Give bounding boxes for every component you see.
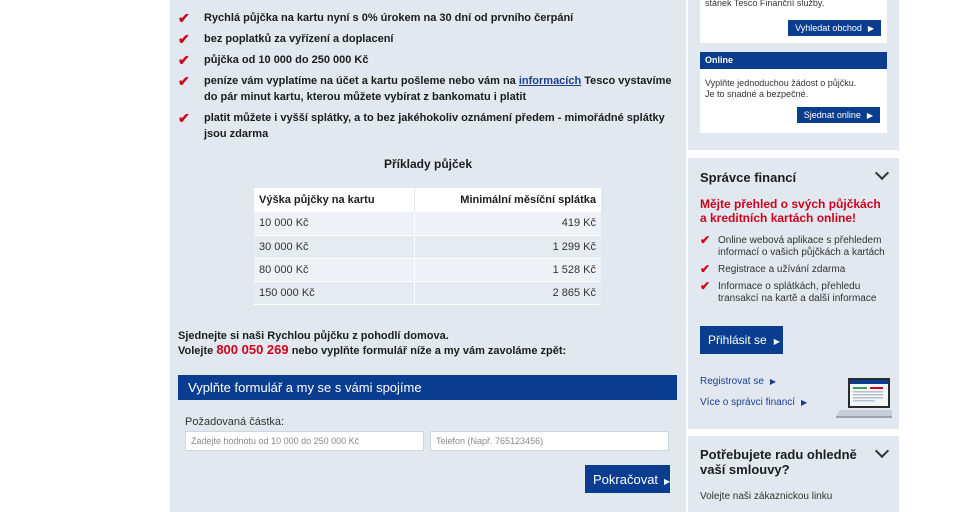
benefits-list xyxy=(178,10,678,147)
laptop-illustration xyxy=(836,376,892,426)
apply-online-button[interactable]: Sjednat online ▶ xyxy=(797,107,880,123)
advice-subtitle: Volejte naši zákaznickou linku xyxy=(700,491,833,502)
table-row xyxy=(254,281,601,304)
benefit-item: ✔ platit můžete i vyšší splátky, a to bez jakéhokoliv oznámení předem - mimořádné splátky jsou zdarma xyxy=(178,110,665,140)
advice-title: Potřebujete radu ohledně vaší smlouvy? xyxy=(700,447,857,477)
online-heading: Online xyxy=(700,52,887,69)
register-link[interactable]: Registrovat se ▶ xyxy=(700,376,777,387)
continue-button[interactable]: Pokračovat ▶ xyxy=(585,465,670,493)
list-item: ✔ Informace o splátkách, přehledu transakcí na kartě a další informace xyxy=(700,279,877,304)
phone-number[interactable]: 800 050 269 xyxy=(216,342,289,357)
main-content-panel xyxy=(170,0,686,512)
table-row xyxy=(254,235,601,258)
column-header: Výška půjčky na kartu xyxy=(254,188,415,212)
store-text: stánek Tesco Finanční služby. xyxy=(705,0,825,8)
arrow-right-icon: ▶ xyxy=(867,24,874,33)
monthly-payment-cell: 1 299 Kč xyxy=(415,235,601,258)
online-text: Vyplňte jednoduchou žádost o půjčku. Je to snadné a bezpečné. xyxy=(705,78,857,99)
arrow-right-icon: ▶ xyxy=(866,111,873,120)
finance-manager-panel xyxy=(688,158,899,429)
table-row xyxy=(254,212,601,235)
phone-input[interactable] xyxy=(430,431,669,451)
store-box xyxy=(700,0,887,43)
finance-manager-title: Správce financí xyxy=(700,170,797,185)
list-item: ✔ Online webová aplikace s přehledem informací o vašich půjčkách a kartách xyxy=(700,233,885,258)
information-link[interactable]: informacích xyxy=(518,75,582,87)
arrow-right-icon: ▶ xyxy=(773,337,780,346)
more-about-finance-manager-link[interactable]: Více o správci financí ▶ xyxy=(700,397,808,408)
finance-manager-promo: Mějte přehled o svých půjčkách a kreditních kartách online! xyxy=(700,197,881,225)
arrow-right-icon: ▶ xyxy=(769,377,777,386)
table-row xyxy=(254,258,601,281)
loan-examples-table xyxy=(254,188,601,305)
checkmark-icon: ✔ xyxy=(178,10,190,26)
login-button[interactable]: Přihlásit se ▶ xyxy=(700,326,783,354)
find-store-button[interactable]: Vyhledat obchod ▶ xyxy=(788,20,881,36)
table-header-row xyxy=(254,188,601,212)
checkmark-icon: ✔ xyxy=(178,31,190,47)
amount-input[interactable] xyxy=(185,431,424,451)
loan-amount-cell: 150 000 Kč xyxy=(254,281,415,304)
monthly-payment-cell: 419 Kč xyxy=(415,212,601,235)
column-header: Minimální měsíční splátka xyxy=(415,188,601,212)
store-online-panel xyxy=(688,0,899,150)
arrow-right-icon: ▶ xyxy=(664,476,671,486)
checkmark-icon: ✔ xyxy=(700,233,711,247)
checkmark-icon: ✔ xyxy=(178,110,190,126)
loan-amount-cell: 30 000 Kč xyxy=(254,235,415,258)
benefit-item: ✔ půjčka od 10 000 do 250 000 Kč xyxy=(178,52,369,68)
finance-manager-features xyxy=(700,235,892,310)
examples-title: Příklady půjček xyxy=(383,157,473,171)
advice-panel xyxy=(688,436,899,512)
list-item: ✔ Registrace a užívání zdarma xyxy=(700,262,846,276)
call-to-action xyxy=(178,329,566,358)
chevron-down-icon[interactable] xyxy=(875,444,889,458)
checkmark-icon: ✔ xyxy=(700,279,711,293)
chevron-down-icon[interactable] xyxy=(875,166,889,180)
online-box xyxy=(700,52,887,133)
form-heading: Vyplňte formulář a my se s vámi spojíme xyxy=(178,375,677,400)
amount-label: Požadovaná částka: xyxy=(185,416,285,428)
monthly-payment-cell: 2 865 Kč xyxy=(415,281,601,304)
arrow-right-icon: ▶ xyxy=(801,398,808,407)
cta-line: Sjednejte si naši Rychlou půjčku z pohodlí domova. xyxy=(178,330,449,342)
loan-amount-cell: 10 000 Kč xyxy=(254,212,415,235)
checkmark-icon: ✔ xyxy=(178,52,190,68)
monthly-payment-cell: 1 528 Kč xyxy=(415,258,601,281)
checkmark-icon: ✔ xyxy=(178,73,190,89)
benefit-item: ✔ Rychlá půjčka na kartu nyní s 0% úrokem na 30 dní od prvního čerpání xyxy=(178,10,574,26)
checkmark-icon: ✔ xyxy=(700,262,711,276)
benefit-item: ✔ peníze vám vyplatíme na účet a kartu pošleme nebo vám na informacích Tesco vystavíme do pár minut kartu, kterou můžete vybírat z bankomatu i platit xyxy=(178,73,672,103)
cta-phone-line: Volejte 800 050 269 nebo vyplňte formulář níže a my vám zavoláme zpět: xyxy=(178,342,567,357)
loan-amount-cell: 80 000 Kč xyxy=(254,258,415,281)
benefit-item: ✔ bez poplatků za vyřízení a doplacení xyxy=(178,31,394,47)
